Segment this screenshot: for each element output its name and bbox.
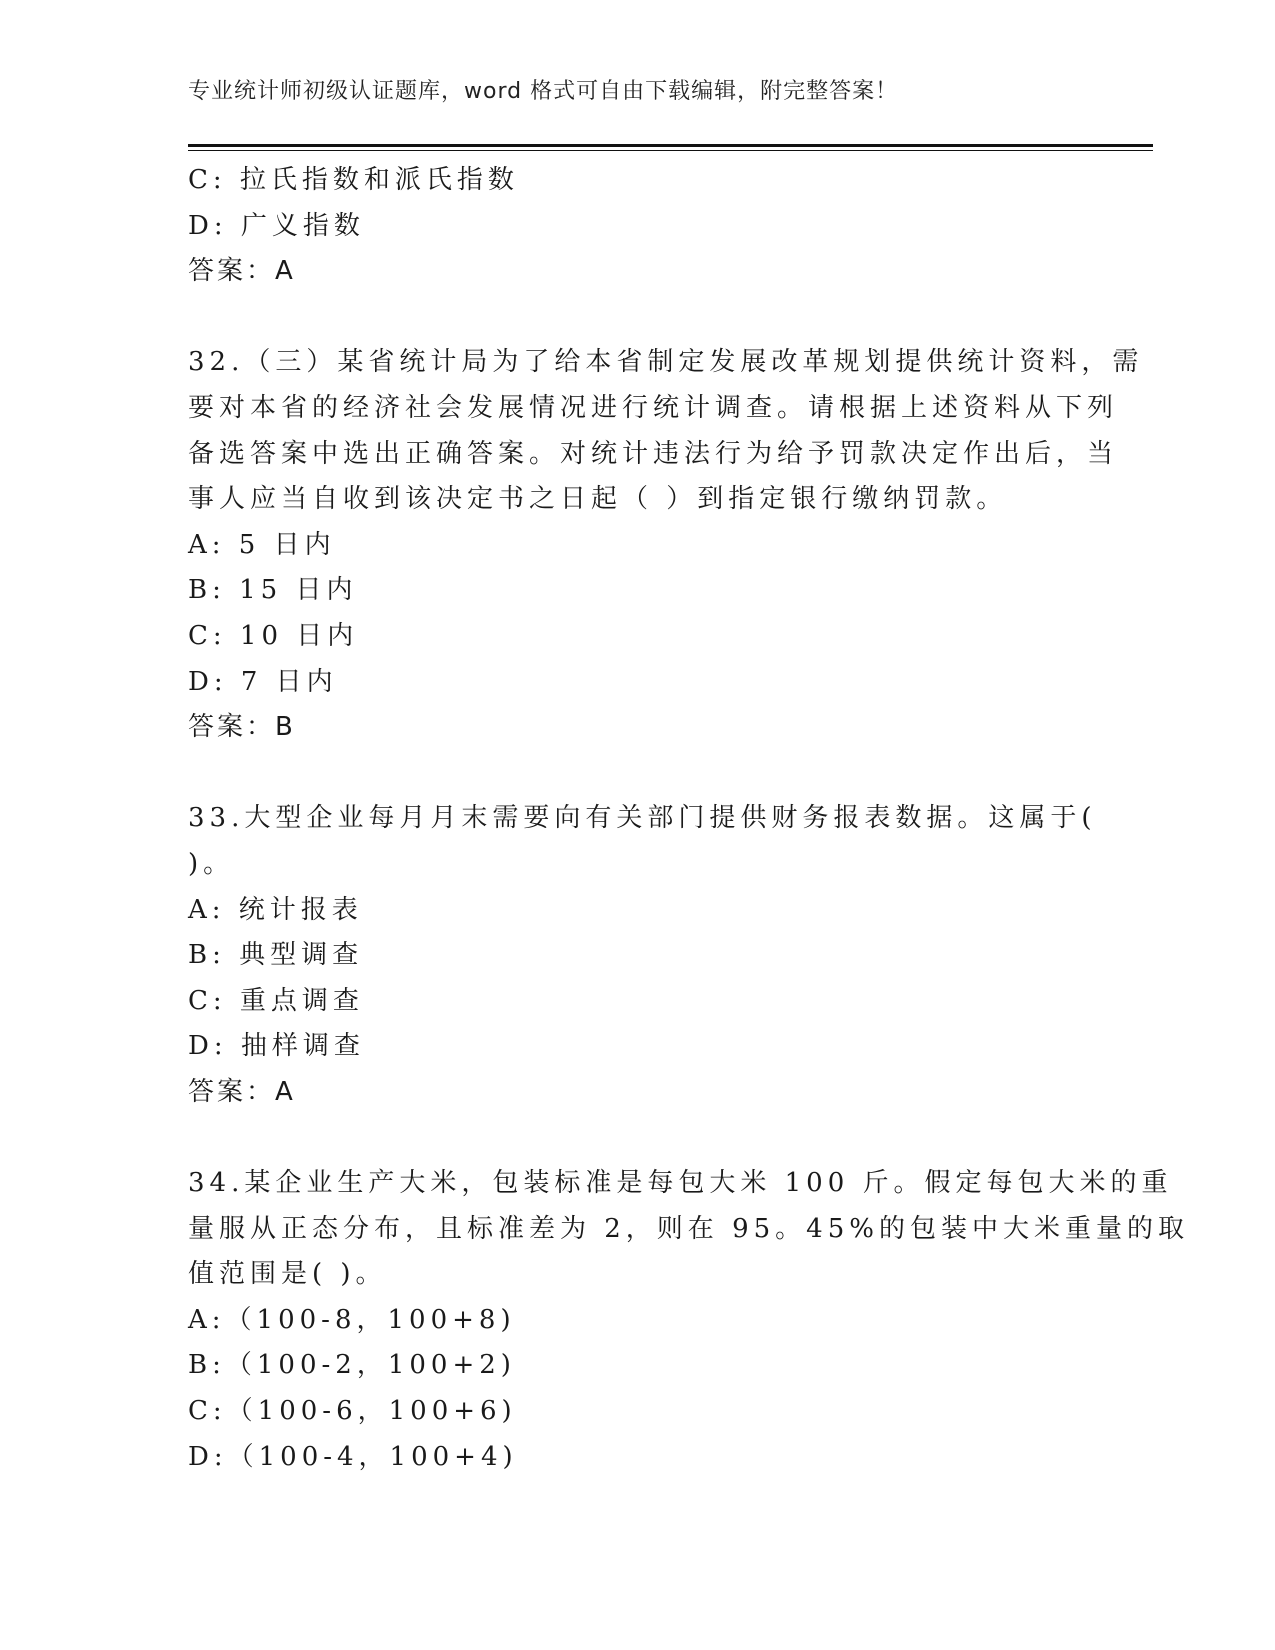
spacer [188, 295, 1088, 341]
q32-option-a: A: 5 日内 [188, 529, 336, 560]
q33-option-d: D: 抽样调查 [188, 1031, 365, 1062]
q34-stem-line: 量服从正态分布，且标准差为 2，则在 95。45%的包装中大米重量的取 [188, 1213, 1189, 1244]
q31-option-d: D: 广义指数 [188, 210, 365, 241]
spacer [188, 1115, 1088, 1161]
q33-answer: 答案：A [188, 1076, 296, 1107]
q33-stem-line: 33.大型企业每月月末需要向有关部门提供财务报表数据。这属于( [188, 803, 1097, 834]
q32-stem-line: 32.（三）某省统计局为了给本省制定发展改革规划提供统计资料，需 [188, 347, 1144, 378]
q31-answer: 答案：A [188, 256, 296, 287]
q31-option-c: C: 拉氏指数和派氏指数 [188, 165, 519, 195]
q32-answer: 答案：B [188, 712, 296, 743]
q34-stem-line: 值范围是( )。 [188, 1259, 387, 1290]
header-rule-thin [188, 150, 1153, 151]
q33-option-b: B: 典型调查 [188, 940, 364, 971]
q34-stem-line: 34.某企业生产大米，包装标准是每包大米 100 斤。假定每包大米的重 [188, 1168, 1173, 1199]
page-header: 专业统计师初级认证题库，word 格式可自由下载编辑，附完整答案！ [188, 79, 899, 104]
q33-option-c: C: 重点调查 [188, 985, 364, 1016]
header-rule-thick [188, 144, 1153, 147]
q34-option-b: B:（100-2，100+2) [188, 1350, 516, 1381]
q32-stem-line: 备选答案中选出正确答案。对统计违法行为给予罚款决定作出后，当 [188, 438, 1119, 469]
question-content [188, 158, 1189, 1480]
q33-option-a: A: 统计报表 [188, 894, 363, 925]
spacer [188, 751, 1088, 797]
q32-stem-line: 要对本省的经济社会发展情况进行统计调查。请根据上述资料从下列 [188, 392, 1119, 423]
q32-stem-line: 事人应当自收到该决定书之日起（ ）到指定银行缴纳罚款。 [188, 484, 1008, 515]
q32-option-b: B: 15 日内 [188, 575, 358, 606]
q34-option-d: D:（100-4，100+4) [188, 1441, 518, 1472]
q34-option-c: C:（100-6，100+6) [188, 1396, 517, 1427]
q32-option-c: C: 10 日内 [188, 620, 359, 651]
q32-option-d: D: 7 日内 [188, 666, 338, 697]
q34-option-a: A:（100-8，100+8) [188, 1304, 516, 1335]
q33-stem-line: )。 [188, 848, 235, 879]
